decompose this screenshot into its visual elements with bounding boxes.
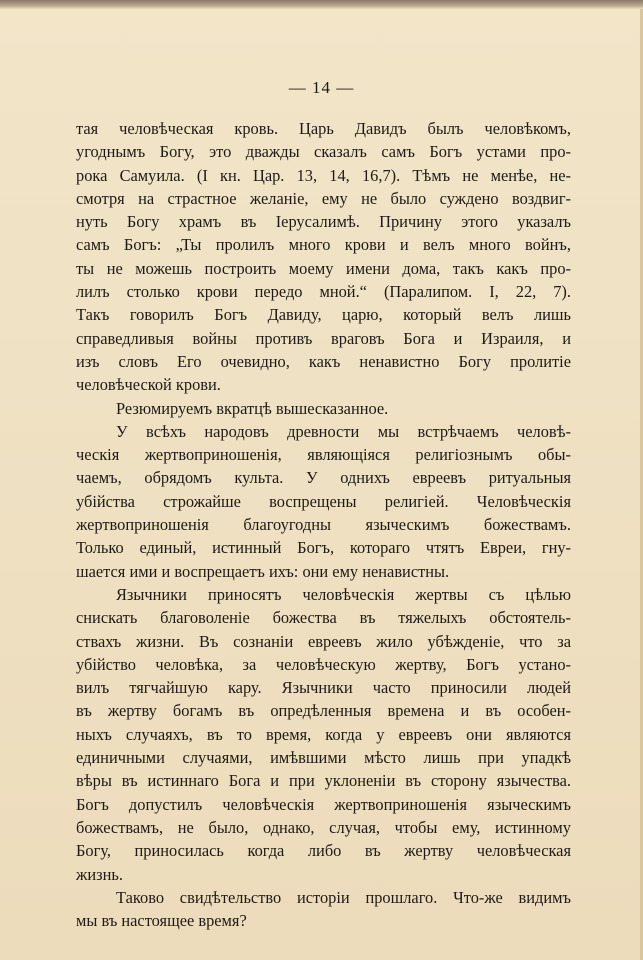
page-top-edge (0, 0, 643, 9)
text-line: справедливыя войны противъ враговъ Бога и Израиля, и (76, 328, 571, 348)
text-line: изъ словъ Его очевидно, какъ ненавистно Богу пролитіе (76, 351, 571, 371)
text-line: чаемъ, обрядомъ культа. У однихъ евреевъ ритуальныя (76, 468, 571, 488)
text-line: самъ Богъ: „Ты пролилъ много крови и велъ много войнъ, (76, 235, 571, 255)
text-line: нуть Богу храмъ въ Іерусалимѣ. Причину этого указалъ (76, 212, 571, 232)
text-line: снискать благоволеніе божества въ тяжелыхъ обстоятель- (76, 608, 571, 628)
text-line: угоднымъ Богу, это дважды сказалъ самъ Богъ устами про- (76, 142, 571, 162)
text-line: Язычники приносятъ человѣческія жертвы съ цѣлью (116, 584, 571, 604)
text-line: убійства строжайше воспрещены религіей. Человѣческія (76, 491, 571, 511)
text-line: Такъ говорилъ Богъ Давиду, царю, который велъ лишь (76, 305, 571, 325)
text-line: Богъ допустилъ человѣческія жертвоприношенія языческимъ (76, 794, 571, 814)
text-line: вѣры въ истиннаго Бога и при уклоненіи въ сторону язычества. (76, 771, 571, 791)
text-line: Богу, приносилась когда либо въ жертву человѣческая (76, 841, 571, 861)
text-line: человѣческой крови. (76, 375, 221, 395)
text-line: смотря на страстное желаніе, ему не было суждено воздвиг- (76, 188, 571, 208)
text-line: божествамъ, не было, однако, случая, чтобы ему, истинному (76, 817, 571, 837)
text-line: единичными случаями, имѣвшими мѣсто лишь при упадкѣ (76, 748, 571, 768)
body-text (76, 117, 571, 932)
text-line: шается ими и воспрещаетъ ихъ: они ему ненавистны. (76, 561, 450, 581)
text-line: жертвоприношенія благоугодны языческимъ божествамъ. (76, 515, 571, 535)
text-line: жизнь. (76, 864, 123, 884)
text-line: рока Самуила. (I кн. Цар. 13, 14, 16,7). Тѣмъ не менѣе, не- (76, 165, 571, 185)
text-line: У всѣхъ народовъ древности мы встрѣчаемъ человѣ- (116, 421, 571, 441)
text-line: ныхъ случаяхъ, въ то время, когда у евреевъ они являются (76, 724, 571, 744)
text-line: ствахъ жизни. Въ сознаніи евреевъ жило убѣжденіе, что за (76, 631, 571, 651)
text-line: Только единый, истинный Богъ, котораго чтятъ Евреи, гну- (76, 538, 571, 558)
text-line: вилъ тягчайшую кару. Язычники часто приносили людей (76, 678, 571, 698)
text-line: убійство человѣка, за человѣческую жертву, Богъ устано- (76, 654, 571, 674)
text-line: въ жертву богамъ въ опредѣленныя времена и въ особен- (76, 701, 571, 721)
text-line: лилъ столько крови передо мной.“ (Паралипом. I, 22, 7). (76, 282, 571, 302)
page-number: — 14 — (288, 78, 355, 97)
text-line: ты не можешь построить моему имени дома, такъ какъ про- (76, 258, 571, 278)
text-line: Резюмируемъ вкратцѣ вышесказанное. (116, 398, 389, 418)
text-line: ческія жертвоприношенія, являющіяся религіознымъ обы- (76, 445, 571, 465)
text-line: мы въ настоящее время? (76, 911, 247, 931)
text-line: Таково свидѣтельство исторіи прошлаго. Что-же видимъ (116, 887, 571, 907)
text-line: тая человѣческая кровь. Царь Давидъ былъ человѣкомъ, (76, 119, 571, 138)
